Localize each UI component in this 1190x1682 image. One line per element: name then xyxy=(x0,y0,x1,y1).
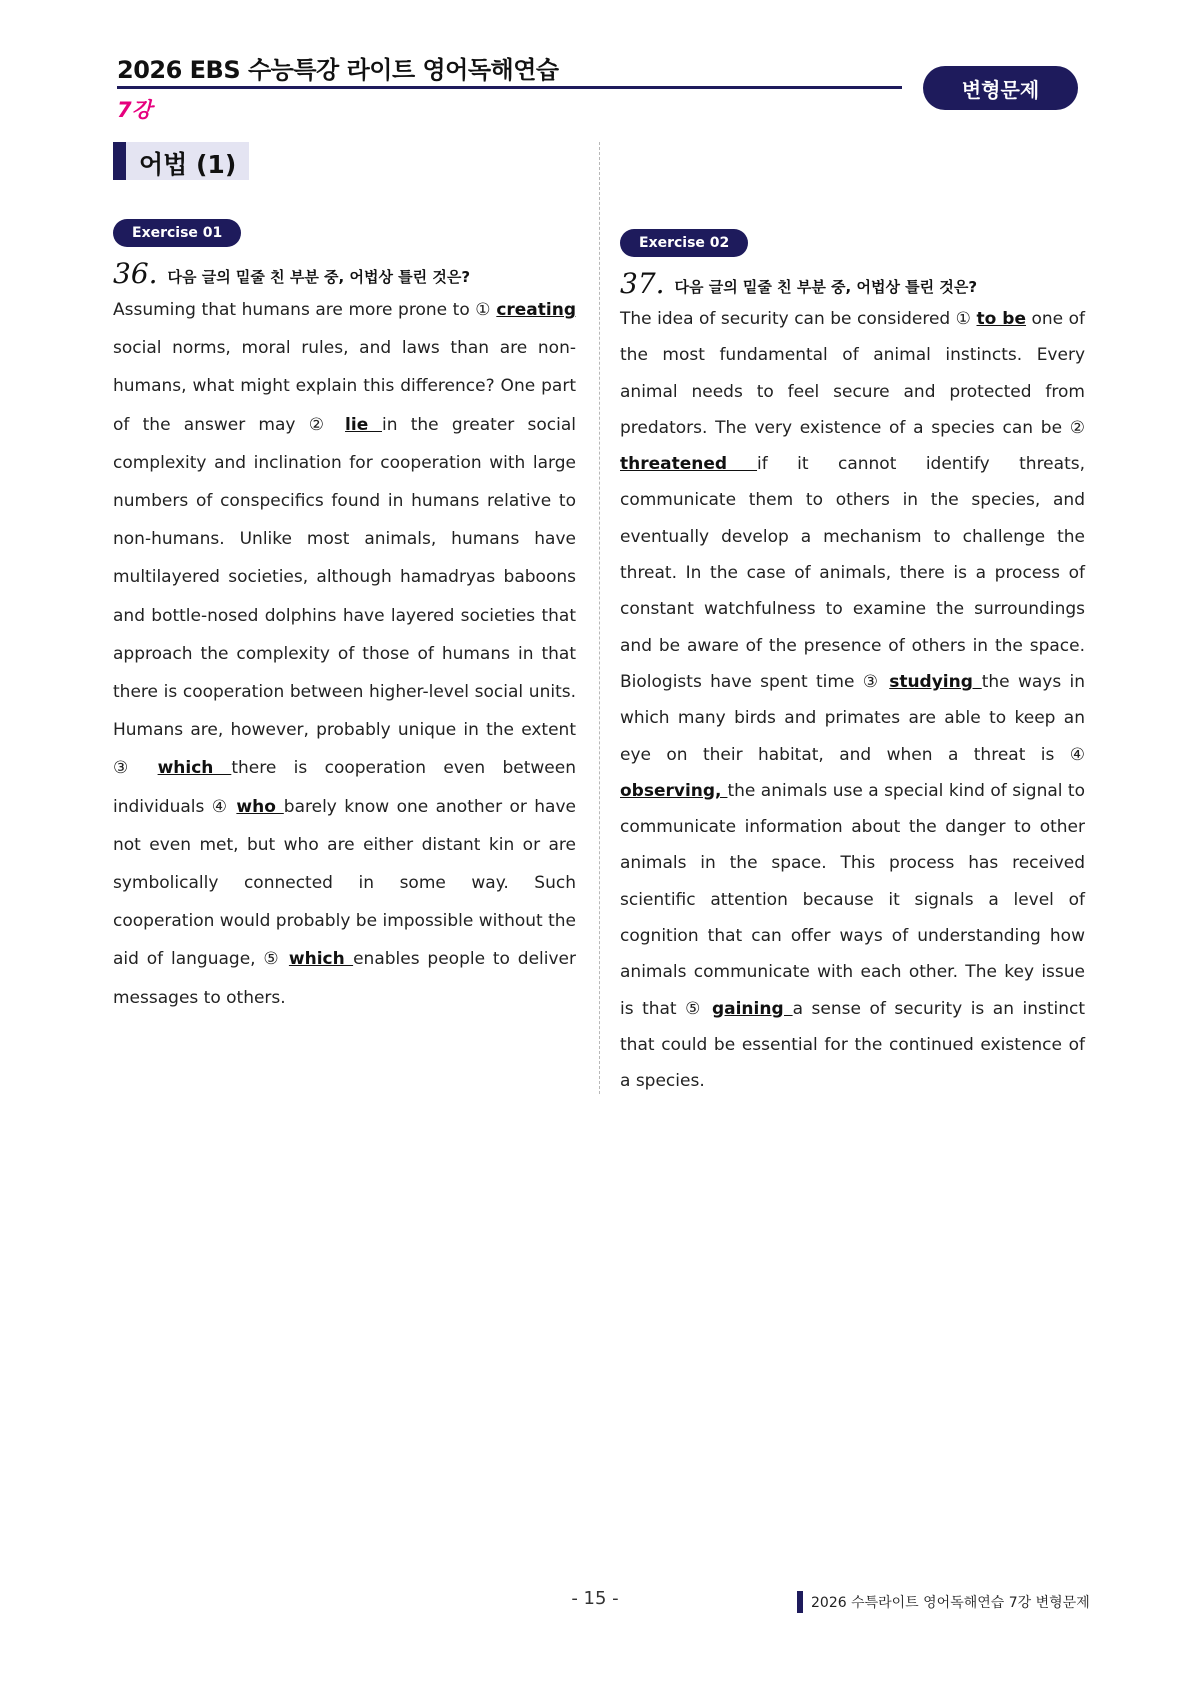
exercise-02 xyxy=(620,229,1085,1100)
section-heading xyxy=(113,142,249,180)
document-title: 2026 EBS 수능특강 라이트 영어독해연습 xyxy=(117,56,559,84)
passage-text: Assuming that humans are more prone to ① xyxy=(113,300,497,320)
passage-text: enables people to deliver messages to others. xyxy=(113,949,576,1008)
passage xyxy=(113,291,576,1017)
underlined-choice: gaining xyxy=(711,998,793,1019)
footer-marker xyxy=(797,1591,803,1613)
exercise-label: Exercise 01 xyxy=(113,219,241,247)
passage-text: a sense of security is an instinct that could be essential for the continued existence of a species. xyxy=(620,998,1085,1092)
passage-text: if it cannot identify threats, communicate them to others in the species, and eventually develop a mechanism to challenge the threat. In the case of animals, there is a process of constant watchfulness to examine the surroundings and be aware of the presence of others in the space. Biologists have spent time ③ xyxy=(620,454,1085,692)
lesson-label: 7강 xyxy=(117,98,152,122)
passage-text: in the greater social complexity and inclination for cooperation with large numbers of conspecifics found in humans relative to non-humans. Unlike most animals, humans have multilayered societies, although hamadryas baboons and bottle-nosed dolphins have layered societies that approach the complexity of those of humans in that there is cooperation between higher-level social units. Humans are, however, probably unique in the extent ③ xyxy=(113,414,576,779)
passage-text: the ways in which many birds and primates are able to keep an eye on their habitat, and when a threat is ④ xyxy=(620,671,1085,765)
underlined-choice: lie xyxy=(345,414,382,435)
underlined-choice: which xyxy=(288,949,354,970)
question-line xyxy=(620,265,1085,299)
underlined-choice: to be xyxy=(976,309,1027,329)
question-number: 36. xyxy=(113,257,158,290)
column-divider xyxy=(599,142,600,1094)
footer-text: 2026 수특라이트 영어독해연습 7강 변형문제 xyxy=(811,1595,1090,1611)
underlined-choice: who xyxy=(236,796,284,817)
question-text: 다음 글의 밑줄 친 부분 중, 어법상 틀린 것은? xyxy=(674,278,978,296)
exercise-label: Exercise 02 xyxy=(620,229,748,257)
question-number: 37. xyxy=(620,267,665,300)
page-number: - 15 - xyxy=(571,1588,619,1609)
underlined-choice: which xyxy=(157,758,232,779)
passage-text: the animals use a special kind of signal to communicate information about the danger to other animals in the space. This process has received scientific attention because it signals a level of cognition that can offer ways of understanding how animals communicate with each other. The key issue is that ⑤ xyxy=(620,780,1085,1019)
passage xyxy=(620,301,1085,1100)
underlined-choice: studying xyxy=(889,671,982,692)
passage-text: social norms, moral rules, and laws than are non-humans, what might explain this difference? One part of the answer may ② xyxy=(113,338,576,435)
passage-text: one of the most fundamental of animal instincts. Every animal needs to feel secure and protected from predators. The very existence of a species can be ② xyxy=(620,309,1086,438)
question-text: 다음 글의 밑줄 친 부분 중, 어법상 틀린 것은? xyxy=(167,268,471,286)
section-title: 어법 (1) xyxy=(139,150,237,179)
question-line xyxy=(113,255,576,289)
underlined-choice: creating xyxy=(496,300,576,320)
passage-text: there is cooperation even between individuals ④ xyxy=(113,758,576,817)
passage-text: The idea of security can be considered ① xyxy=(620,309,977,329)
footer-caption xyxy=(797,1591,1090,1613)
underlined-choice: threatened xyxy=(620,454,758,475)
passage-text: barely know one another or have not even met, but who are either distant kin or are symbolically connected in some way. Such cooperation would probably be impossible without the aid of language, ⑤ xyxy=(113,796,576,970)
underlined-choice: observing, xyxy=(620,780,728,801)
variant-badge: 변형문제 xyxy=(923,66,1078,110)
exercise-01 xyxy=(113,219,576,1017)
section-marker xyxy=(113,142,126,180)
header-rule xyxy=(117,86,902,89)
